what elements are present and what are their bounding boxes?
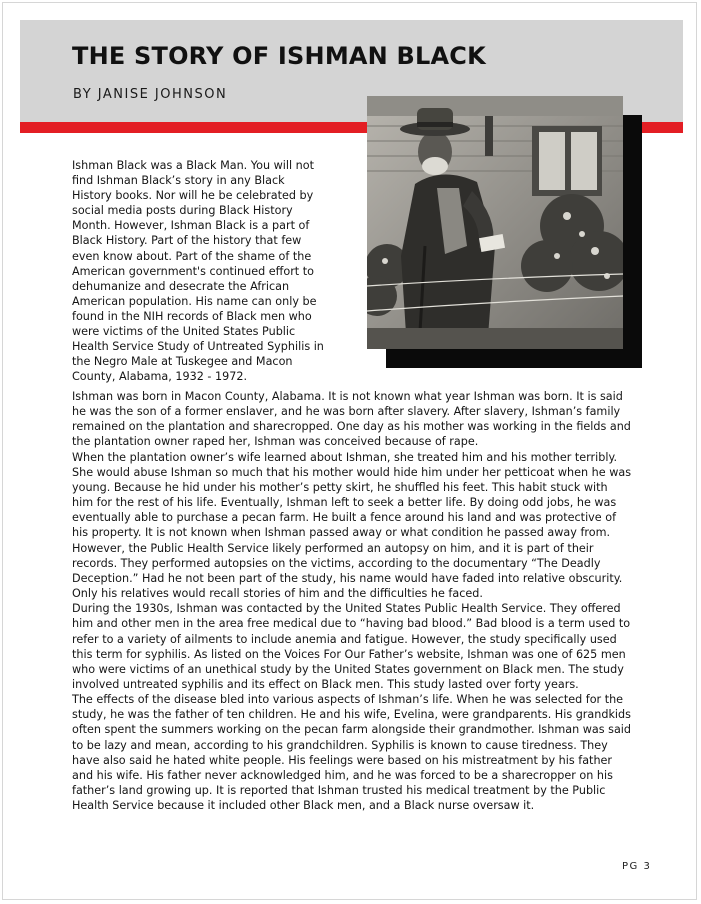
portrait-photo [367, 96, 623, 349]
body-paragraph: Ishman was born in Macon County, Alabama. It is not known what year Ishman was born. It is said he was the son of a former enslaver, and he was born after slavery. After slavery, Ishman’s family remained on the plantation and sharecropped. One day as his mother was working in the fields and the plantation owner raped her, Ishman was conceived because of rape. [72, 390, 631, 449]
body-paragraph: During the 1930s, Ishman was contacted by the United States Public Health Service. They offered him and other men in the area free medical due to “having bad blood.” Bad blood is a term used to refer to a variety of ailments to include anemia and fatigue. However, the study specifically used this term for syphilis. As listed on the Voices For Our Father’s website, Ishman was one of 625 men who were victims of an unethical study by the United States government on Black men. The study involved untreated syphilis and its effect on Black men. This study lasted over forty years. [72, 602, 631, 691]
page-number: PG 3 [622, 861, 652, 872]
body-paragraph: When the plantation owner’s wife learned about Ishman, she treated him and his mother terribly. She would abuse Ishman so much that his mother would hide him under her petticoat when he was young. Because he hid under his mother’s petty skirt, he shuffled his feet. This habit stuck with him for the rest of his life. Eventually, Ishman left to seek a better life. By doing odd jobs, he was eventually able to purchase a pecan farm. He built a fence around his land and was protective of his property. It is not known when Ishman passed away or what condition he passed away from. However, the Public Health Service likely performed an autopsy on him, and it is part of their records. They performed autopsies on the victims, according to the documentary “The Deadly Deception.” Had he not been part of the study, his name would have faded into relative obscurity. Only his relatives would recall stories of him and the difficulties he faced. [72, 450, 632, 601]
body-paragraph: The effects of the disease bled into various aspects of Ishman’s life. When he was selected for the study, he was the father of ten children. He and his wife, Evelina, were grandparents. His grandkids often spent the summers working on the pecan farm alongside their grandmother. Ishman was said to be lazy and mean, according to his grandchildren. Syphilis is known to cause tiredness. They have also said he hated white people. His feelings were based on his mistreatment by his father and his wife. His father never acknowledged him, and he was forced to be a sharecropper on his father’s land growing up. It is reported that Ishman trusted his medical treatment by the Public Health Service because it included other Black men, and a Black nurse oversaw it. [72, 693, 632, 813]
vintage-portrait-photo-icon [367, 96, 623, 349]
article-body [72, 389, 632, 813]
intro-paragraph: Ishman Black was a Black Man. You will not find Ishman Black’s story in any Black History books. Nor will he be celebrated by social media posts during Black History Month. However, Ishman Black is a part of Black History. Part of the history that few even know about. Part of the shame of the American government's continued effort to dehumanize and desecrate the African American population. His name can only be found in the NIH records of Black men who were victims of the United States Public Health Service Study of Untreated Syphilis in the Negro Male at Tuskegee and Macon County, Alabama, 1932 - 1972. [72, 159, 324, 384]
author-byline: BY JANISE JOHNSON [73, 87, 228, 102]
article-title: THE STORY OF ISHMAN BLACK [72, 42, 486, 70]
